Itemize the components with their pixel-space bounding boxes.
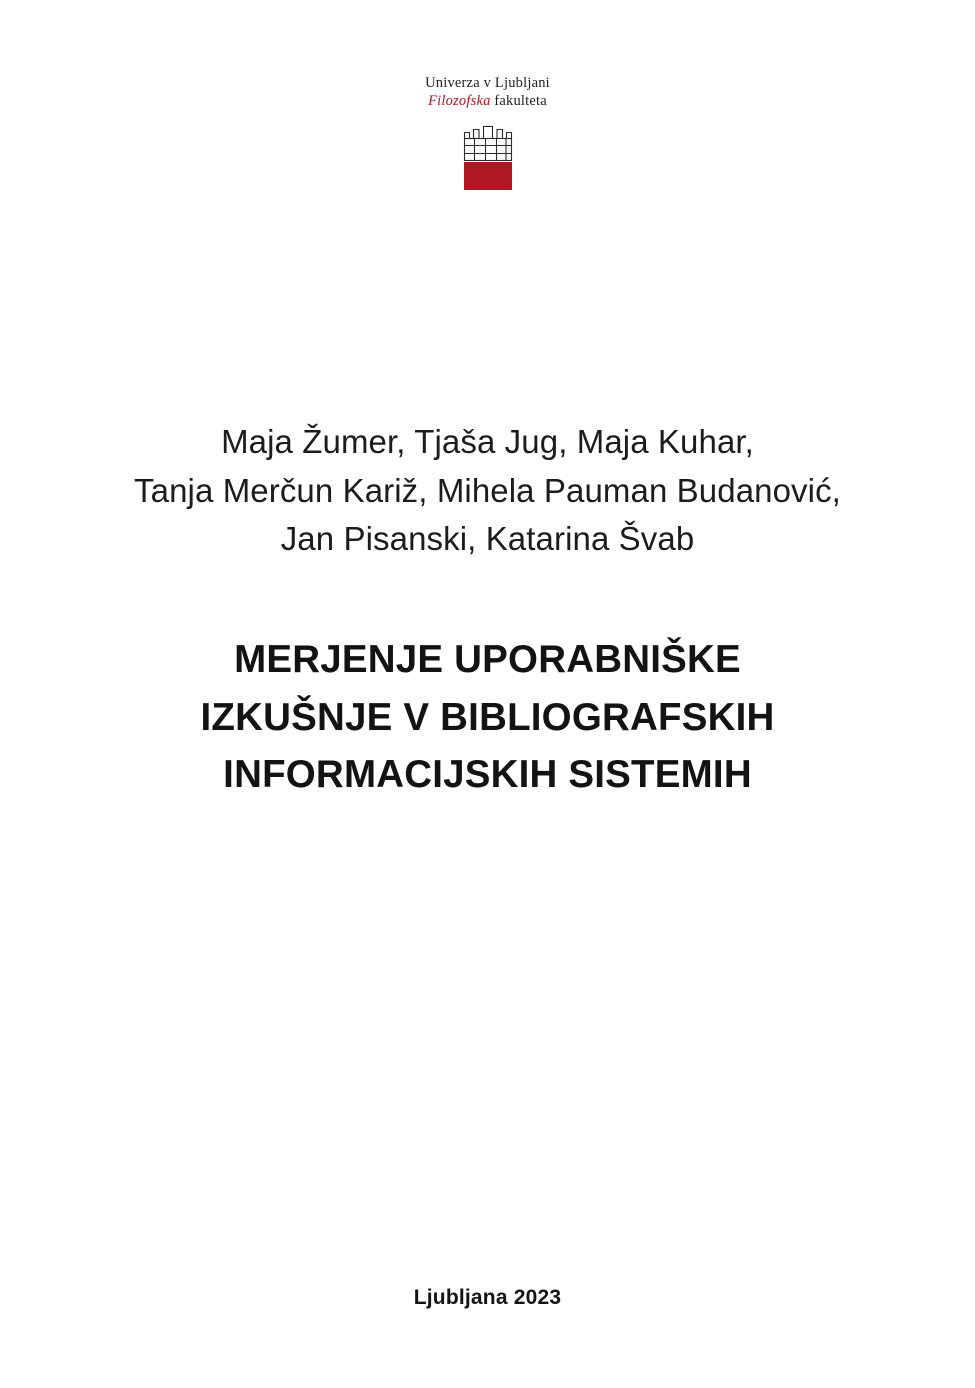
title-line-3: INFORMACIJSKIH SISTEMIH bbox=[223, 753, 752, 797]
imprint-place-year: Ljubljana 2023 bbox=[413, 1286, 562, 1309]
title-line-2: IZKUŠNJE V BIBLIOGRAFSKIH bbox=[200, 695, 775, 739]
authors-line-3: Jan Pisanski, Katarina Švab bbox=[280, 520, 695, 557]
publisher-logo-block bbox=[0, 74, 975, 194]
title-line-1: MERJENJE UPORABNIŠKE bbox=[234, 637, 741, 681]
authors-list bbox=[96, 418, 879, 564]
publisher-faculty-rest: fakulteta bbox=[490, 93, 547, 110]
publisher-name-line1: Univerza v Ljubljani bbox=[425, 75, 550, 91]
university-building-logo-icon bbox=[461, 124, 515, 194]
publisher-faculty-emphasis: Filozofska bbox=[428, 93, 491, 110]
page-title bbox=[96, 631, 879, 804]
publisher-name-line2 bbox=[0, 92, 975, 110]
authors-line-2: Tanja Merčun Kariž, Mihela Pauman Budanović, bbox=[134, 471, 841, 509]
authors-line-1: Maja Žumer, Tjaša Jug, Maja Kuhar, bbox=[221, 423, 754, 460]
